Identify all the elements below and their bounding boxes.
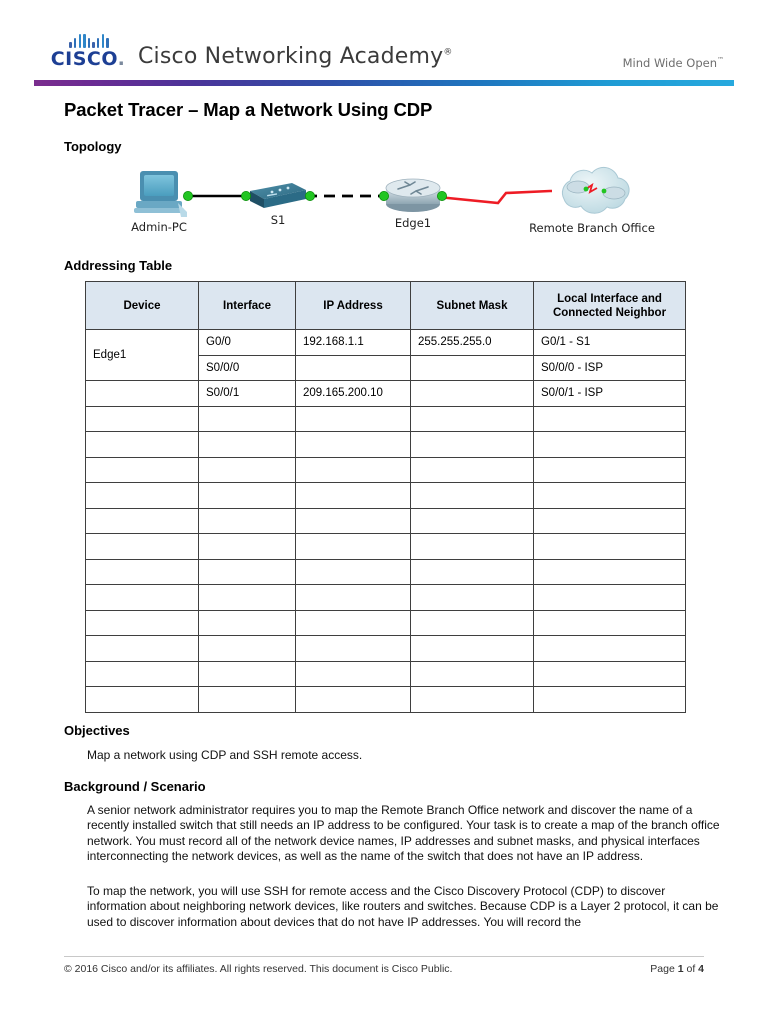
addressing-table — [85, 281, 686, 713]
cell-mask — [411, 661, 534, 687]
table-row — [86, 636, 686, 662]
label-edge1: Edge1 — [394, 216, 432, 230]
cell-interface — [199, 432, 296, 458]
background-paragraph-1: A senior network administrator requires you to map the Remote Branch Office network and discover the name of a recently installed switch that still needs an IP address to be configured. Your task is to create a map of the branch office network. You must record all of the network device names, IP addresses and subnet masks, and physical interfaces interconnecting the network devices, as well as the name of the switch that does not have an IP address. — [87, 803, 720, 864]
cell-interface — [199, 661, 296, 687]
cell-device — [86, 534, 199, 560]
cell-mask — [411, 559, 534, 585]
column-header-neighbor-line1: Local Interface and — [557, 292, 662, 305]
table-row — [86, 381, 686, 407]
table-row — [86, 559, 686, 585]
cell-ip — [296, 661, 411, 687]
cell-ip — [296, 636, 411, 662]
cell-device — [86, 687, 199, 713]
table-row — [86, 330, 686, 356]
cell-mask — [411, 406, 534, 432]
column-header-device: Device — [86, 282, 199, 330]
cell-mask — [411, 610, 534, 636]
pc-icon — [134, 171, 187, 217]
cell-mask — [411, 508, 534, 534]
background-paragraph-2: To map the network, you will use SSH for remote access and the Cisco Discovery Protocol (CDP) to discover information about neighboring network devices, like routers and switches. Because CDP is a Layer 2 protocol, it can be used to discover information about devices that do not have IP addresses. You will record the — [87, 884, 719, 929]
academy-title — [138, 44, 453, 69]
link-dot — [437, 191, 446, 200]
cell-ip — [296, 687, 411, 713]
router-icon — [386, 179, 440, 212]
cisco-wordmark — [40, 48, 136, 70]
cisco-wordmark-dot: . — [117, 48, 126, 70]
cell-interface: S0/0/1 — [199, 381, 296, 407]
cell-device — [86, 406, 199, 432]
academy-title-text: Cisco Networking Academy — [138, 44, 444, 69]
footer-divider — [64, 956, 704, 957]
page-header — [0, 0, 768, 92]
cell-interface — [199, 508, 296, 534]
cell-ip — [296, 534, 411, 560]
cell-ip — [296, 483, 411, 509]
cell-mask — [411, 432, 534, 458]
link-dot — [379, 191, 388, 200]
table-row — [86, 687, 686, 713]
cell-neighbor — [534, 406, 686, 432]
cisco-logo — [40, 32, 136, 72]
column-header-neighbor-line2: Connected Neighbor — [552, 306, 667, 319]
cell-device — [86, 585, 199, 611]
heading-objectives: Objectives — [64, 723, 130, 738]
brand-tagline-text: Mind Wide Open — [622, 56, 717, 70]
cell-device — [86, 457, 199, 483]
link-dot — [305, 191, 314, 200]
cell-device — [86, 610, 199, 636]
label-remote-branch-office: Remote Branch Office — [529, 221, 655, 235]
cell-neighbor — [534, 559, 686, 585]
cisco-bridge-icon — [42, 32, 136, 48]
table-row — [86, 610, 686, 636]
cell-device — [86, 661, 199, 687]
column-header-interface: Interface — [199, 282, 296, 330]
cell-ip — [296, 559, 411, 585]
cell-neighbor: S0/0/0 - ISP — [534, 355, 686, 381]
cell-mask — [411, 355, 534, 381]
cell-ip — [296, 457, 411, 483]
column-header-subnet-mask: Subnet Mask — [411, 282, 534, 330]
cell-device — [86, 483, 199, 509]
cell-device — [86, 381, 199, 407]
footer-page-total: 4 — [698, 963, 704, 975]
cell-neighbor — [534, 687, 686, 713]
table-row — [86, 406, 686, 432]
cell-interface — [199, 585, 296, 611]
cell-mask — [411, 381, 534, 407]
cell-mask — [411, 687, 534, 713]
cell-neighbor — [534, 432, 686, 458]
column-header-ip-address: IP Address — [296, 282, 411, 330]
link-dot — [241, 191, 250, 200]
cell-neighbor — [534, 457, 686, 483]
addressing-table-body — [86, 330, 686, 713]
cell-ip — [296, 508, 411, 534]
cell-device — [86, 559, 199, 585]
cell-mask — [411, 534, 534, 560]
cell-interface — [199, 636, 296, 662]
cell-mask: 255.255.255.0 — [411, 330, 534, 356]
cell-device — [86, 508, 199, 534]
page-title: Packet Tracer – Map a Network Using CDP — [64, 99, 433, 120]
footer-page-of: of — [683, 963, 699, 975]
cell-mask — [411, 636, 534, 662]
heading-topology: Topology — [64, 139, 122, 154]
brand-tagline — [623, 56, 724, 70]
footer-page-prefix: Page — [650, 963, 678, 975]
cell-ip: 209.165.200.10 — [296, 381, 411, 407]
footer-copyright: © 2016 Cisco and/or its affiliates. All rights reserved. This document is Cisco Public. — [64, 963, 453, 975]
cell-neighbor — [534, 483, 686, 509]
cell-interface: G0/0 — [199, 330, 296, 356]
registered-mark-icon: ® — [443, 47, 453, 58]
cell-neighbor — [534, 585, 686, 611]
cell-ip — [296, 355, 411, 381]
heading-background-scenario: Background / Scenario — [64, 779, 206, 794]
cell-neighbor — [534, 636, 686, 662]
cell-interface — [199, 457, 296, 483]
label-s1: S1 — [270, 213, 286, 227]
table-row — [86, 661, 686, 687]
cell-ip — [296, 406, 411, 432]
table-row — [86, 483, 686, 509]
cloud-icon — [562, 167, 629, 213]
cell-neighbor: G0/1 - S1 — [534, 330, 686, 356]
table-header-row — [86, 282, 686, 330]
cell-device — [86, 636, 199, 662]
column-header-neighbor — [534, 282, 686, 330]
topology-diagram — [120, 163, 680, 245]
cell-interface — [199, 483, 296, 509]
link-edge1-to-cloud — [438, 191, 552, 203]
table-row — [86, 457, 686, 483]
cell-mask — [411, 457, 534, 483]
table-row — [86, 508, 686, 534]
table-row — [86, 534, 686, 560]
trademark-mark-icon: ™ — [717, 56, 724, 65]
footer-page-number — [650, 963, 704, 975]
cell-ip — [296, 432, 411, 458]
cell-interface — [199, 534, 296, 560]
cell-ip — [296, 610, 411, 636]
link-dot — [183, 191, 192, 200]
cell-device — [86, 432, 199, 458]
cell-neighbor — [534, 610, 686, 636]
cell-neighbor — [534, 508, 686, 534]
heading-addressing-table: Addressing Table — [64, 258, 173, 273]
table-row — [86, 585, 686, 611]
cell-interface — [199, 406, 296, 432]
cell-neighbor: S0/0/1 - ISP — [534, 381, 686, 407]
table-row — [86, 432, 686, 458]
cell-ip: 192.168.1.1 — [296, 330, 411, 356]
cell-mask — [411, 585, 534, 611]
cell-interface: S0/0/0 — [199, 355, 296, 381]
switch-icon — [250, 183, 306, 208]
label-admin-pc: Admin-PC — [131, 220, 187, 234]
cell-neighbor — [534, 534, 686, 560]
cell-ip — [296, 585, 411, 611]
header-gradient-rule — [34, 80, 734, 86]
cell-neighbor — [534, 661, 686, 687]
objectives-text: Map a network using CDP and SSH remote access. — [87, 748, 363, 762]
cisco-wordmark-text: CISCO — [50, 48, 118, 70]
cell-interface — [199, 687, 296, 713]
footer-page-current: 1 — [677, 963, 684, 975]
cell-interface — [199, 610, 296, 636]
cell-mask — [411, 483, 534, 509]
cell-device: Edge1 — [86, 330, 199, 381]
cell-interface — [199, 559, 296, 585]
